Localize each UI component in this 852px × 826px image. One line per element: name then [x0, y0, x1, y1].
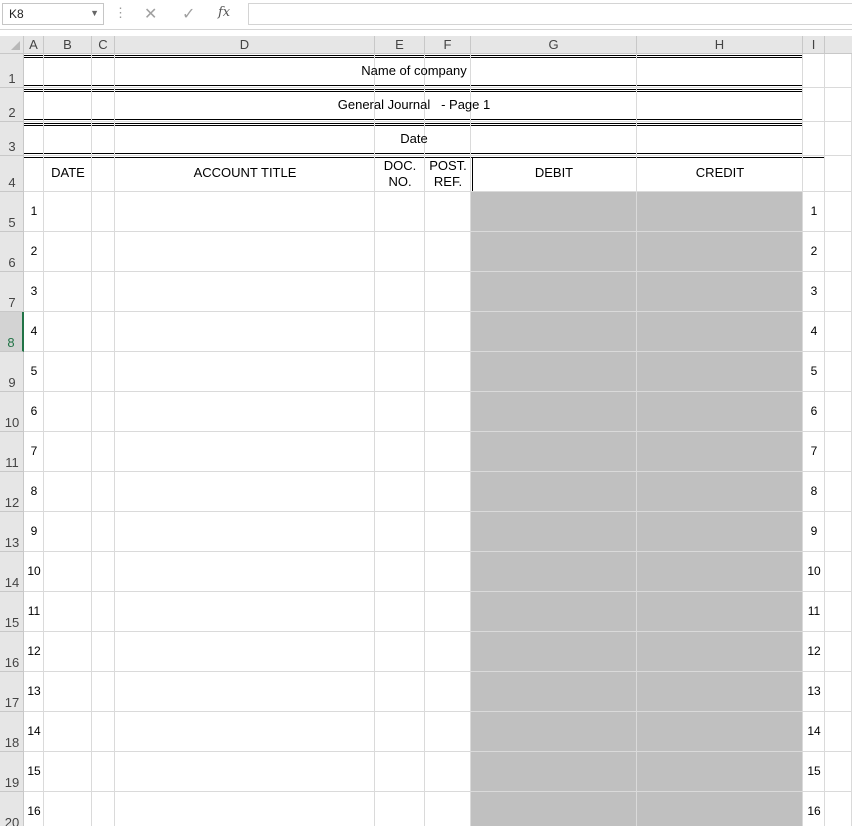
entry-number-right[interactable]: 12 [807, 644, 821, 658]
date-label-cell[interactable]: Date [400, 131, 428, 146]
gridline-horizontal [24, 271, 852, 272]
row-header-20[interactable] [0, 792, 24, 826]
gridline-horizontal [24, 511, 852, 512]
entry-number-right[interactable]: 5 [810, 364, 818, 378]
gridline-horizontal [24, 471, 852, 472]
row-header-7[interactable] [0, 272, 24, 312]
entry-number-left[interactable]: 14 [27, 724, 41, 738]
chevron-down-icon[interactable]: ▼ [90, 8, 99, 18]
row-header-3[interactable] [0, 122, 24, 156]
entry-number-right[interactable]: 10 [807, 564, 821, 578]
spreadsheet [0, 36, 852, 826]
column-header-d[interactable]: D [115, 36, 375, 54]
header-post-ref[interactable] [425, 158, 471, 190]
name-box[interactable] [2, 3, 104, 25]
company-name-cell[interactable]: Name of company [361, 63, 467, 78]
insert-function-button[interactable]: fx [218, 5, 231, 20]
gridline-horizontal [24, 591, 852, 592]
entry-number-left[interactable]: 6 [30, 404, 38, 418]
entry-number-right[interactable]: 11 [807, 604, 821, 618]
entry-number-right[interactable]: 4 [810, 324, 818, 338]
entry-number-left[interactable]: 5 [30, 364, 38, 378]
row-header-16[interactable] [0, 632, 24, 672]
entry-number-left[interactable]: 8 [30, 484, 38, 498]
row-header-1[interactable] [0, 54, 24, 88]
entry-number-right[interactable]: 14 [807, 724, 821, 738]
column-header-a[interactable]: A [24, 36, 44, 54]
header-credit[interactable]: CREDIT [695, 165, 745, 180]
row-header-5[interactable] [0, 192, 24, 232]
gridline-horizontal [24, 391, 852, 392]
entry-number-right[interactable]: 6 [810, 404, 818, 418]
row-header-label: 16 [4, 655, 20, 670]
gridline-horizontal [24, 311, 852, 312]
row-header-4[interactable] [0, 156, 24, 192]
formula-bar [0, 0, 852, 30]
row-header-2[interactable] [0, 88, 24, 122]
row-header-11[interactable] [0, 432, 24, 472]
row-header-13[interactable] [0, 512, 24, 552]
entry-number-right[interactable]: 9 [810, 524, 818, 538]
entry-number-left[interactable]: 15 [27, 764, 41, 778]
row-header-label: 6 [8, 255, 16, 270]
entry-number-right[interactable]: 13 [807, 684, 821, 698]
row-header-label: 14 [4, 575, 20, 590]
entry-number-left[interactable]: 3 [30, 284, 38, 298]
gridline-horizontal [24, 431, 852, 432]
gridline-horizontal [24, 751, 852, 752]
column-header-e[interactable]: E [375, 36, 425, 54]
entry-number-right[interactable]: 8 [810, 484, 818, 498]
row-header-14[interactable] [0, 552, 24, 592]
entry-number-left[interactable]: 1 [30, 204, 38, 218]
column-header-f[interactable]: F [425, 36, 471, 54]
column-header-c[interactable]: C [92, 36, 115, 54]
gridline-horizontal [24, 791, 852, 792]
row-header-8[interactable] [0, 312, 24, 352]
entry-number-left[interactable]: 13 [27, 684, 41, 698]
row-header-label: 5 [8, 215, 16, 230]
entry-number-right[interactable]: 7 [810, 444, 818, 458]
header-date[interactable]: DATE [51, 165, 85, 180]
gridline-horizontal [24, 231, 852, 232]
entry-number-left[interactable]: 9 [30, 524, 38, 538]
entry-number-left[interactable]: 12 [27, 644, 41, 658]
entry-number-left[interactable]: 11 [27, 604, 41, 618]
column-header-g[interactable]: G [471, 36, 637, 54]
row-header-label: 15 [4, 615, 20, 630]
row-header-label: 9 [8, 375, 16, 390]
row-header-12[interactable] [0, 472, 24, 512]
column-header-h[interactable]: H [637, 36, 803, 54]
more-options-icon: ⋮ [114, 5, 127, 20]
enter-button[interactable]: ✓ [182, 6, 196, 23]
header-post-ref-line1: POST. [429, 158, 467, 173]
entry-number-left[interactable]: 4 [30, 324, 38, 338]
entry-number-right[interactable]: 1 [810, 204, 818, 218]
column-header-b[interactable]: B [44, 36, 92, 54]
row-header-6[interactable] [0, 232, 24, 272]
row-header-label: 10 [4, 415, 20, 430]
entry-number-right[interactable]: 3 [810, 284, 818, 298]
debit-shaded-column [471, 192, 637, 826]
row-header-label: 4 [8, 175, 16, 190]
column-headers [24, 36, 852, 54]
header-debit[interactable]: DEBIT [534, 165, 574, 180]
header-post-ref-line2: REF. [433, 174, 463, 189]
row-header-label: 18 [4, 735, 20, 750]
row-header-9[interactable] [0, 352, 24, 392]
row-headers [0, 54, 24, 826]
row-header-label: 19 [4, 775, 20, 790]
row-header-15[interactable] [0, 592, 24, 632]
header-doc-no-line2: NO. [388, 174, 412, 189]
row-header-label: 8 [7, 335, 15, 350]
gridline-vertical [824, 54, 825, 826]
select-all-icon [11, 41, 20, 50]
row-header-label: 11 [5, 455, 19, 470]
gridline-horizontal [24, 631, 852, 632]
row-header-10[interactable] [0, 392, 24, 432]
gridline-horizontal [24, 191, 852, 192]
row-header-18[interactable] [0, 712, 24, 752]
entry-number-left[interactable]: 2 [30, 244, 38, 258]
row-header-label: 3 [8, 139, 16, 154]
header-doc-no[interactable] [375, 158, 425, 190]
entry-number-left[interactable]: 10 [27, 564, 41, 578]
header-account-title[interactable]: ACCOUNT TITLE [193, 165, 297, 180]
entry-number-left[interactable]: 16 [27, 804, 41, 818]
journal-title-cell[interactable]: General Journal - Page 1 [337, 97, 491, 112]
formula-input[interactable] [248, 3, 852, 25]
credit-shaded-column [637, 192, 803, 826]
select-all-button[interactable] [0, 36, 24, 54]
row-header-17[interactable] [0, 672, 24, 712]
gridline-horizontal [24, 351, 852, 352]
gridline-horizontal [24, 551, 852, 552]
entry-number-right[interactable]: 2 [810, 244, 818, 258]
entry-number-left[interactable]: 7 [30, 444, 38, 458]
row-header-label: 13 [4, 535, 20, 550]
header-doc-no-line1: DOC. [383, 158, 417, 173]
entry-number-right[interactable]: 15 [807, 764, 821, 778]
row-header-19[interactable] [0, 752, 24, 792]
gridline-horizontal [24, 711, 852, 712]
cancel-button[interactable]: ✕ [144, 6, 158, 23]
gridline-horizontal [24, 671, 852, 672]
row-header-label: 20 [4, 815, 20, 826]
row-header-label: 2 [8, 105, 16, 120]
row-header-label: 17 [4, 695, 20, 710]
row-header-label: 12 [4, 495, 20, 510]
column-header-i[interactable]: I [803, 36, 825, 54]
row-header-label: 1 [8, 71, 16, 86]
cell-grid[interactable] [24, 54, 852, 826]
name-box-value: K8 [9, 7, 24, 21]
entry-number-right[interactable]: 16 [807, 804, 821, 818]
row-header-label: 7 [8, 295, 16, 310]
